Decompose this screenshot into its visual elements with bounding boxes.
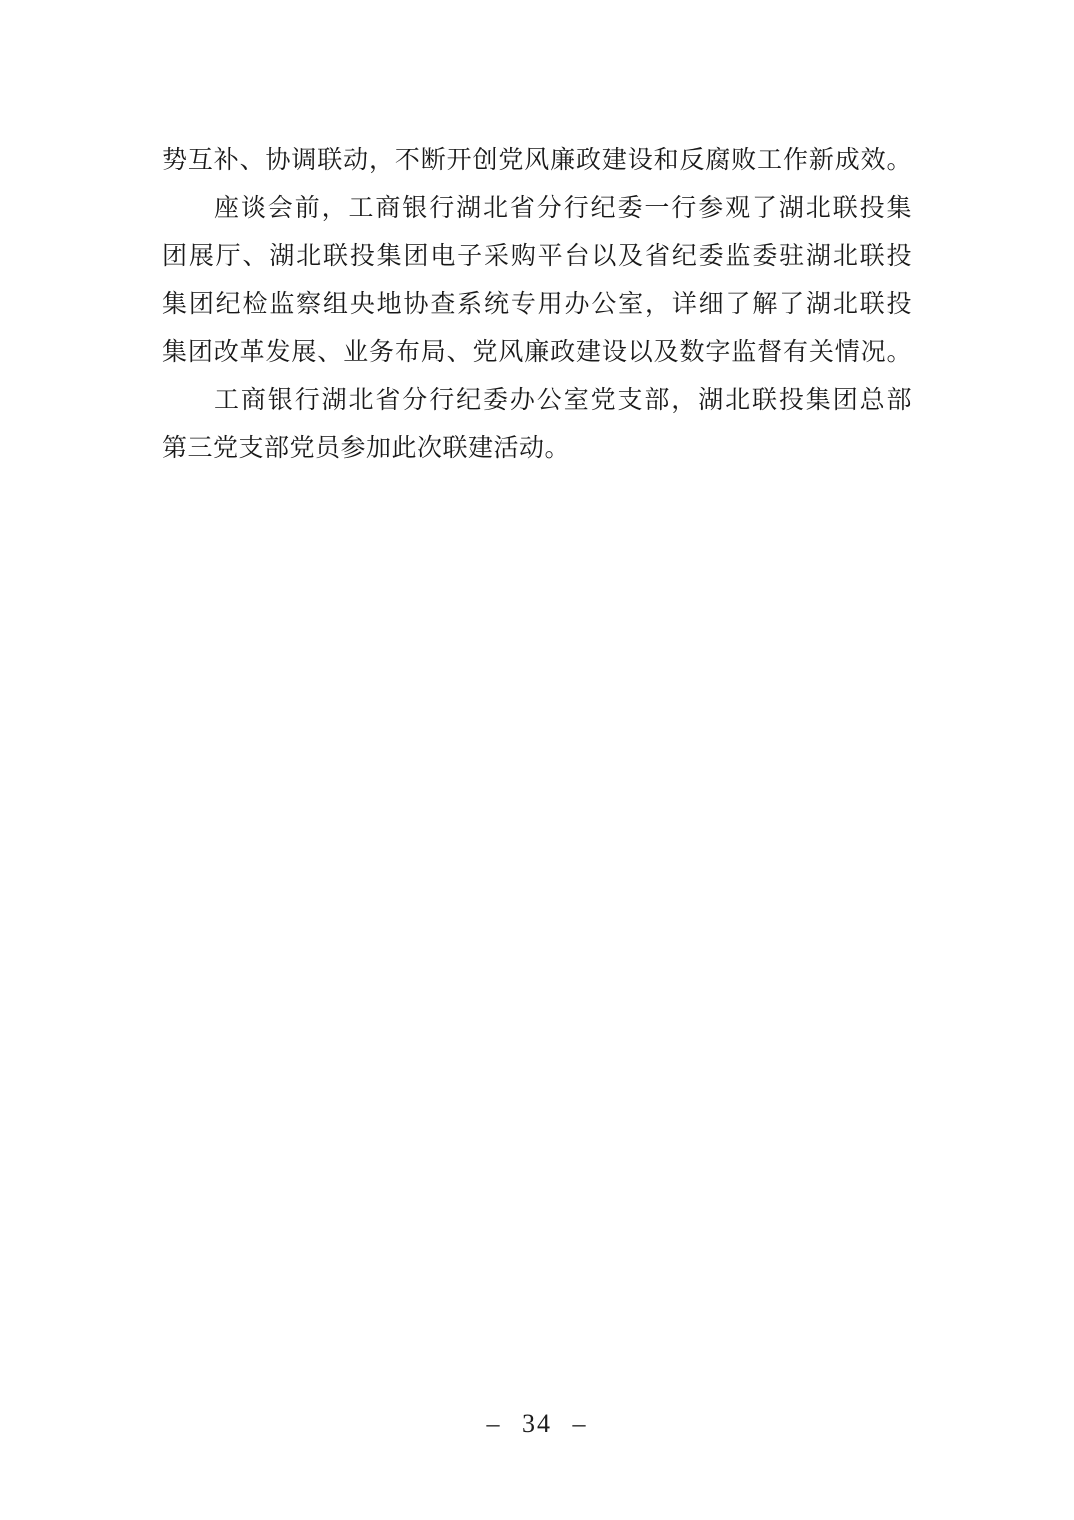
paragraph-line: 座谈会前，工商银行湖北省分行纪委一行参观了湖北联投集 [214, 195, 912, 222]
paragraph-line: 工商银行湖北省分行纪委办公室党支部，湖北联投集团总部 [214, 387, 912, 414]
paragraph-line: 势互补、协调联动，不断开创党风廉政建设和反腐败工作新成效。 [162, 147, 912, 174]
page-number: – 34 – [486, 1409, 588, 1438]
document-body [162, 137, 912, 473]
paragraph-line: 团展厅、湖北联投集团电子采购平台以及省纪委监委驻湖北联投 [162, 243, 912, 270]
paragraph-line: 集团纪检监察组央地协查系统专用办公室，详细了解了湖北联投 [162, 291, 912, 318]
paragraph-line: 集团改革发展、业务布局、党风廉政建设以及数字监督有关情况。 [162, 339, 912, 366]
paragraph-line: 第三党支部党员参加此次联建活动。 [162, 435, 571, 462]
